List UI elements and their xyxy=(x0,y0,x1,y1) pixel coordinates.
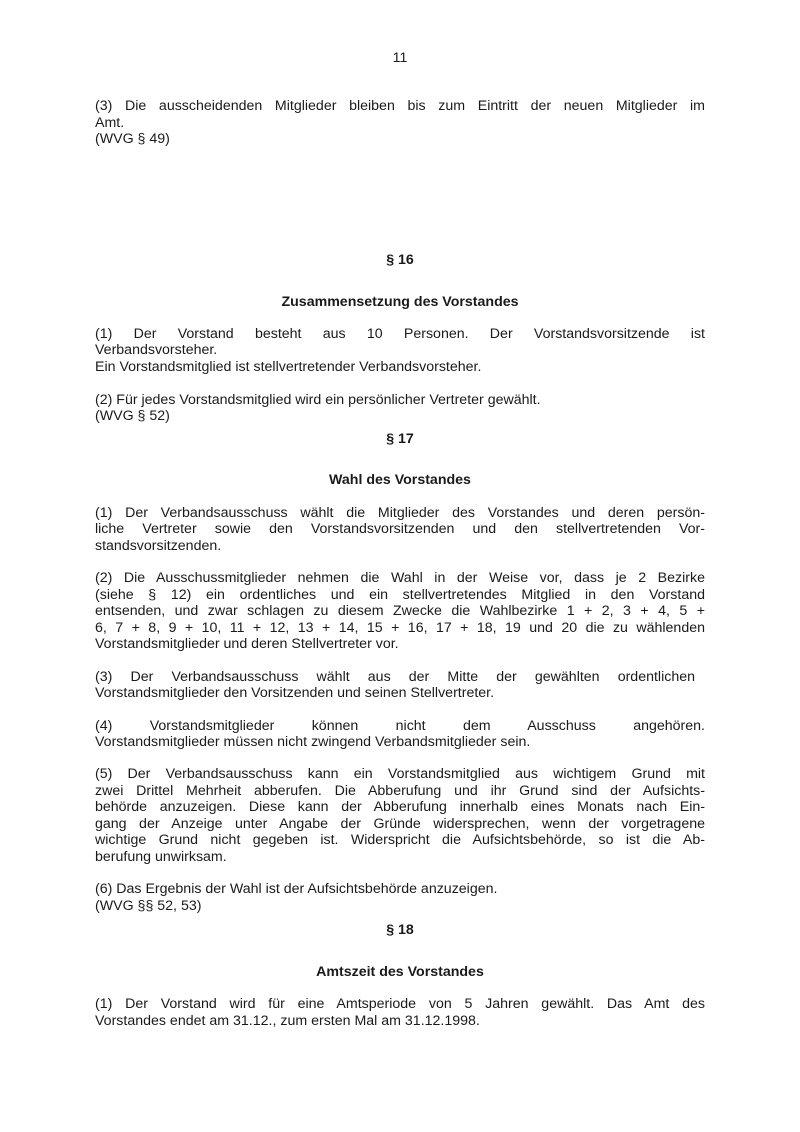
section-number: § 17 xyxy=(386,431,414,447)
paragraph-line: Vorstandsmitglieder müssen nicht zwingend Verbandsmitglieder sein. xyxy=(95,734,531,750)
paragraph-line: (3) Die ausscheidenden Mitglieder bleiben bis zum Eintritt der neuen Mitglieder im xyxy=(95,98,705,114)
paragraph-line: (3) Der Verbandsausschuss wählt aus der Mitte der gewählten ordentlichen xyxy=(95,669,695,685)
section-title: Amtszeit des Vorstandes xyxy=(316,964,484,980)
paragraph-line: (6) Das Ergebnis der Wahl ist der Aufsichtsbehörde anzuzeigen. xyxy=(95,881,498,897)
paragraph-line: (5) Der Verbandsausschuss kann ein Vorstandsmitglied aus wichtigem Grund mit xyxy=(95,766,705,782)
paragraph-line: Vorstandsmitglieder den Vorsitzenden und seinen Stellvertreter. xyxy=(95,685,495,701)
paragraph-line: zwei Drittel Mehrheit abberufen. Die Abberufung und ihr Grund sind der Aufsichts- xyxy=(95,783,705,799)
paragraph-line: gang der Anzeige unter Angabe der Gründe widersprechen, wenn der vorgetragene xyxy=(95,816,705,832)
paragraph-line: (WVG § 49) xyxy=(95,131,170,147)
section-number: § 16 xyxy=(386,252,414,268)
paragraph-line: entsenden, und zwar schlagen zu diesem Zwecke die Wahlbezirke 1 + 2, 3 + 4, 5 + xyxy=(95,603,705,619)
paragraph-line: wichtige Grund nicht gegeben ist. Widerspricht die Aufsichtsbehörde, so ist die Ab- xyxy=(95,832,705,848)
section-title: Wahl des Vorstandes xyxy=(329,472,471,488)
paragraph-line: (1) Der Verbandsausschuss wählt die Mitglieder des Vorstandes und deren persön- xyxy=(95,505,705,521)
paragraph-line: Vorstandsmitglieder und deren Stellvertreter vor. xyxy=(95,636,399,652)
paragraph-line: (1) Der Vorstand wird für eine Amtsperiode von 5 Jahren gewählt. Das Amt des xyxy=(95,996,705,1012)
paragraph-line: (1) Der Vorstand besteht aus 10 Personen. Der Vorstandsvorsitzende ist xyxy=(95,326,705,342)
paragraph-line: (2) Die Ausschussmitglieder nehmen die Wahl in der Weise vor, dass je 2 Bezirke xyxy=(95,570,705,586)
paragraph-line: berufung unwirksam. xyxy=(95,849,227,865)
paragraph-line: behörde anzuzeigen. Diese kann der Abberufung innerhalb eines Monats nach Ein- xyxy=(95,799,705,815)
paragraph-line: (siehe § 12) ein ordentliches und ein stellvertretendes Mitglied in den Vorstand xyxy=(95,587,705,603)
paragraph-line: (4) Vorstandsmitglieder können nicht dem Ausschuss angehören. xyxy=(95,718,705,734)
paragraph-line: 6, 7 + 8, 9 + 10, 11 + 12, 13 + 14, 15 + 16, 17 + 18, 19 und 20 die zu wählenden xyxy=(95,620,705,636)
paragraph-line: (WVG § 52) xyxy=(95,408,170,424)
paragraph-line: (2) Für jedes Vorstandsmitglied wird ein persönlicher Vertreter gewählt. xyxy=(95,392,541,408)
page-number: 11 xyxy=(392,50,408,66)
paragraph-line: liche Vertreter sowie den Vorstandsvorsitzenden und den stellvertretenden Vor- xyxy=(95,521,705,537)
paragraph-line: Amt. xyxy=(95,115,125,131)
section-title: Zusammensetzung des Vorstandes xyxy=(281,294,519,310)
paragraph-line: standsvorsitzenden. xyxy=(95,538,222,554)
paragraph-line: Ein Vorstandsmitglied ist stellvertretender Verbandsvorsteher. xyxy=(95,359,482,375)
paragraph-line: (WVG §§ 52, 53) xyxy=(95,898,202,914)
paragraph-line: Verbandsvorsteher. xyxy=(95,342,218,358)
section-number: § 18 xyxy=(386,922,414,938)
paragraph-line: Vorstandes endet am 31.12., zum ersten Mal am 31.12.1998. xyxy=(95,1013,480,1029)
